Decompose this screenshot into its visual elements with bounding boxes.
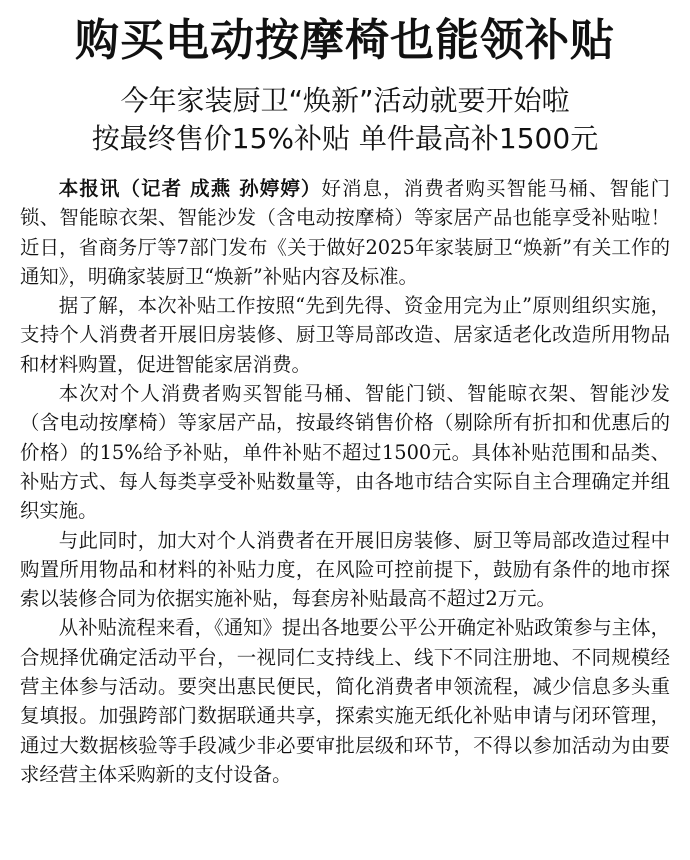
byline: 本报讯（记者 成燕 孙婷婷） — [58, 177, 322, 200]
paragraph-3: 本次对个人消费者购买智能马桶、智能门锁、智能晾衣架、智能沙发（含电动按摩椅）等家居产品，按最终销售价格（剔除所有折扣和优惠后的价格）的15%给予补贴，单件补贴不超过1500元。具体补贴范围和品类、补贴方式、每人每类享受补贴数量等，由各地市结合实际自主合理确定并组织实施。 — [20, 382, 670, 523]
subheadline-2: 按最终售价15%补贴 单件最高补1500元 — [91, 122, 599, 155]
paragraph-1 — [20, 174, 670, 291]
paragraph-2: 据了解，本次补贴工作按照“先到先得、资金用完为止”原则组织实施，支持个人消费者开展旧房装修、厨卫等局部改造、居家适老化改造所用物品和材料购置，促进智能家居消费。 — [20, 294, 670, 376]
subheadline-1: 今年家装厨卫“焕新”活动就要开始啦 — [120, 84, 570, 117]
paragraph-4: 与此同时，加大对个人消费者在开展旧房装修、厨卫等局部改造过程中购置所用物品和材料的补贴力度，在风险可控前提下，鼓励有条件的地市探索以装修合同为依据实施补贴，每套房补贴最高不超过2万元。 — [20, 528, 670, 611]
headline: 购买电动按摩椅也能领补贴 — [75, 15, 615, 66]
paragraph-5: 从补贴流程来看，《通知》提出各地要公平公开确定补贴政策参与主体，合规择优确定活动平台，一视同仁支持线上、线下不同注册地、不同规模经营主体参与活动。要突出惠民便民，简化消费者申领流程，减少信息多头重复填报。加强跨部门数据联通共享，探索实施无纸化补贴申请与闭环管理，通过大数据核验等手段减少非必要审批层级和环节，不得以参加活动为由要求经营主体采购新的支付设备。 — [20, 616, 670, 786]
paragraph-1-text: 好消息，消费者购买智能马桶、智能门锁、智能晾衣架、智能沙发（含电动按摩椅）等家居产品也能享受补贴啦！近日，省商务厅等7部门发布《关于做好2025年家装厨卫“焕新”有关工作的通知》，明确家装厨卫“焕新”补贴内容及标准。 — [20, 177, 670, 288]
article-body — [20, 174, 670, 789]
